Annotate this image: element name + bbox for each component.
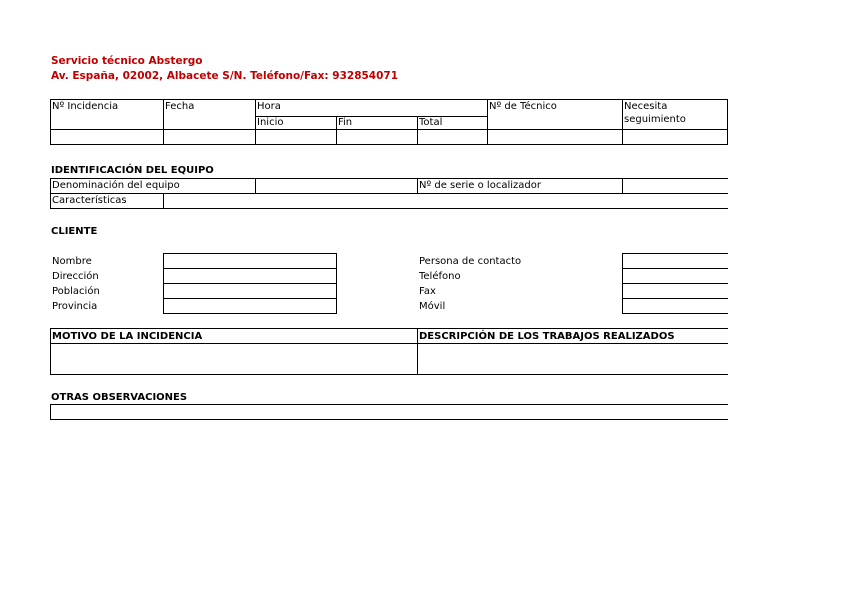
label-telefono: Teléfono	[419, 271, 461, 282]
label-serie: Nº de serie o localizador	[419, 180, 541, 191]
cliente-title: CLIENTE	[51, 226, 98, 237]
label-incidencia: Nº Incidencia	[52, 101, 119, 112]
label-poblacion: Población	[52, 286, 100, 297]
label-fecha: Fecha	[165, 101, 195, 112]
label-caracteristicas: Características	[52, 195, 127, 206]
label-nombre: Nombre	[52, 256, 92, 267]
label-direccion: Dirección	[52, 271, 99, 282]
label-seguimiento-1: Necesita	[624, 101, 668, 112]
label-movil: Móvil	[419, 301, 446, 312]
label-provincia: Provincia	[52, 301, 98, 312]
equipo-title: IDENTIFICACIÓN DEL EQUIPO	[51, 165, 214, 176]
company-name: Servicio técnico Abstergo	[51, 55, 203, 67]
label-fin: Fin	[338, 117, 353, 128]
label-inicio: Inicio	[257, 117, 284, 128]
label-total: Total	[419, 117, 443, 128]
label-motivo: MOTIVO DE LA INCIDENCIA	[52, 331, 203, 342]
label-seguimiento-2: seguimiento	[624, 114, 686, 125]
label-fax: Fax	[419, 286, 436, 297]
label-contacto: Persona de contacto	[419, 256, 522, 267]
label-denominacion: Denominación del equipo	[52, 180, 180, 191]
label-hora: Hora	[257, 101, 281, 112]
observaciones-title: OTRAS OBSERVACIONES	[51, 392, 188, 403]
label-tecnico: Nº de Técnico	[489, 101, 557, 112]
label-descripcion: DESCRIPCIÓN DE LOS TRABAJOS REALIZADOS	[419, 331, 675, 342]
company-address: Av. España, 02002, Albacete S/N. Teléfono/Fax: 932854071	[51, 70, 399, 82]
